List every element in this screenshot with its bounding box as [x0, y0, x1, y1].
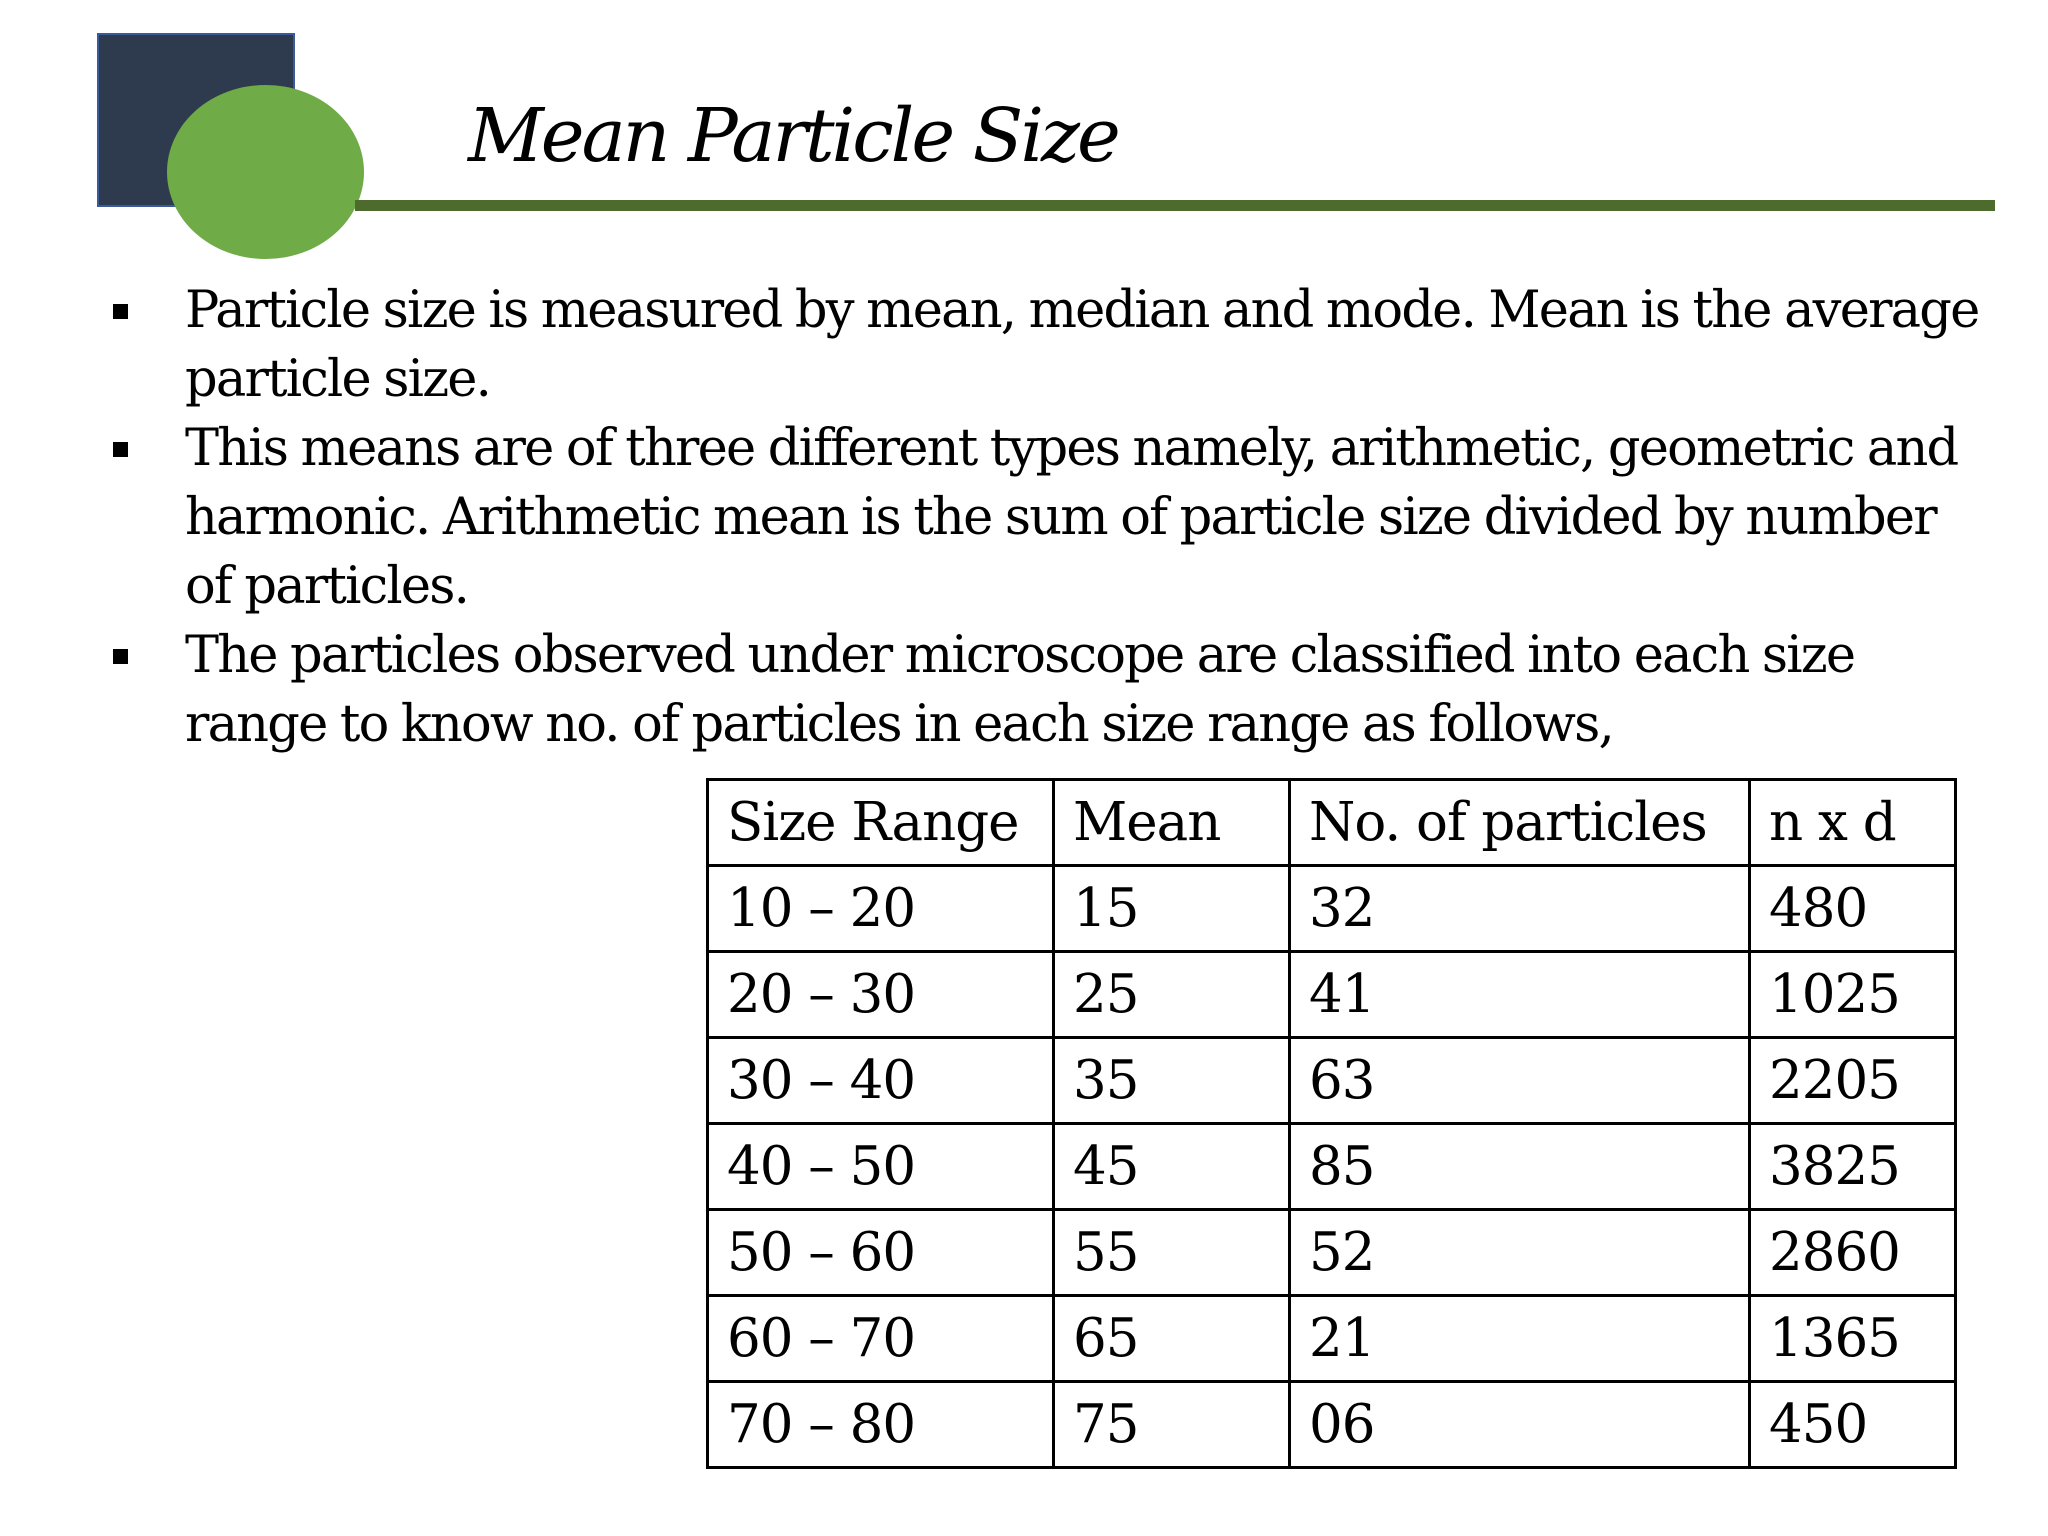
particle-size-table: [706, 778, 1957, 1469]
bullet-item: [110, 276, 1990, 414]
cell-no-of-particles: 52: [1290, 1210, 1750, 1296]
table-row: [708, 952, 1956, 1038]
cell-no-of-particles: 32: [1290, 866, 1750, 952]
cell-n-x-d: 2205: [1750, 1038, 1956, 1124]
cell-mean: 25: [1054, 952, 1290, 1038]
cell-n-x-d: 450: [1750, 1382, 1956, 1468]
bullet-text: This means are of three different types namely, arithmetic, geometric and harmonic. Arithmetic mean is the sum of particle size divided by number of particles.: [185, 419, 1958, 616]
table-header-row: [708, 780, 1956, 866]
bullet-marker-icon: [113, 649, 128, 664]
title-underline: [355, 200, 1995, 211]
cell-n-x-d: 480: [1750, 866, 1956, 952]
cell-mean: 55: [1054, 1210, 1290, 1296]
slide-title: Mean Particle Size: [468, 93, 1118, 179]
cell-no-of-particles: 63: [1290, 1038, 1750, 1124]
cell-no-of-particles: 41: [1290, 952, 1750, 1038]
cell-mean: 15: [1054, 866, 1290, 952]
header-n-x-d: n x d: [1750, 780, 1956, 866]
header-size-range: Size Range: [708, 780, 1054, 866]
cell-n-x-d: 3825: [1750, 1124, 1956, 1210]
table-row: [708, 1210, 1956, 1296]
decorative-circle: [167, 85, 364, 259]
bullet-item: [110, 621, 1990, 759]
table-row: [708, 866, 1956, 952]
cell-size-range: 30 – 40: [708, 1038, 1054, 1124]
header-no-of-particles: No. of particles: [1290, 780, 1750, 866]
bullet-item: [110, 414, 1990, 621]
table-row: [708, 1296, 1956, 1382]
cell-size-range: 10 – 20: [708, 866, 1054, 952]
cell-no-of-particles: 21: [1290, 1296, 1750, 1382]
table-row: [708, 1124, 1956, 1210]
cell-n-x-d: 1025: [1750, 952, 1956, 1038]
bullet-marker-icon: [113, 304, 128, 319]
cell-size-range: 20 – 30: [708, 952, 1054, 1038]
cell-mean: 35: [1054, 1038, 1290, 1124]
bullet-marker-icon: [113, 442, 128, 457]
cell-size-range: 70 – 80: [708, 1382, 1054, 1468]
bullet-text: Particle size is measured by mean, median and mode. Mean is the average particle size.: [185, 281, 1979, 409]
table-row: [708, 1382, 1956, 1468]
cell-size-range: 40 – 50: [708, 1124, 1054, 1210]
cell-n-x-d: 2860: [1750, 1210, 1956, 1296]
cell-mean: 75: [1054, 1382, 1290, 1468]
table-row: [708, 1038, 1956, 1124]
cell-no-of-particles: 85: [1290, 1124, 1750, 1210]
cell-mean: 65: [1054, 1296, 1290, 1382]
cell-n-x-d: 1365: [1750, 1296, 1956, 1382]
cell-size-range: 50 – 60: [708, 1210, 1054, 1296]
bullet-list: [110, 276, 1990, 759]
cell-size-range: 60 – 70: [708, 1296, 1054, 1382]
bullet-text: The particles observed under microscope are classified into each size range to know no. of particles in each size range as follows,: [185, 626, 1855, 754]
header-mean: Mean: [1054, 780, 1290, 866]
cell-mean: 45: [1054, 1124, 1290, 1210]
cell-no-of-particles: 06: [1290, 1382, 1750, 1468]
